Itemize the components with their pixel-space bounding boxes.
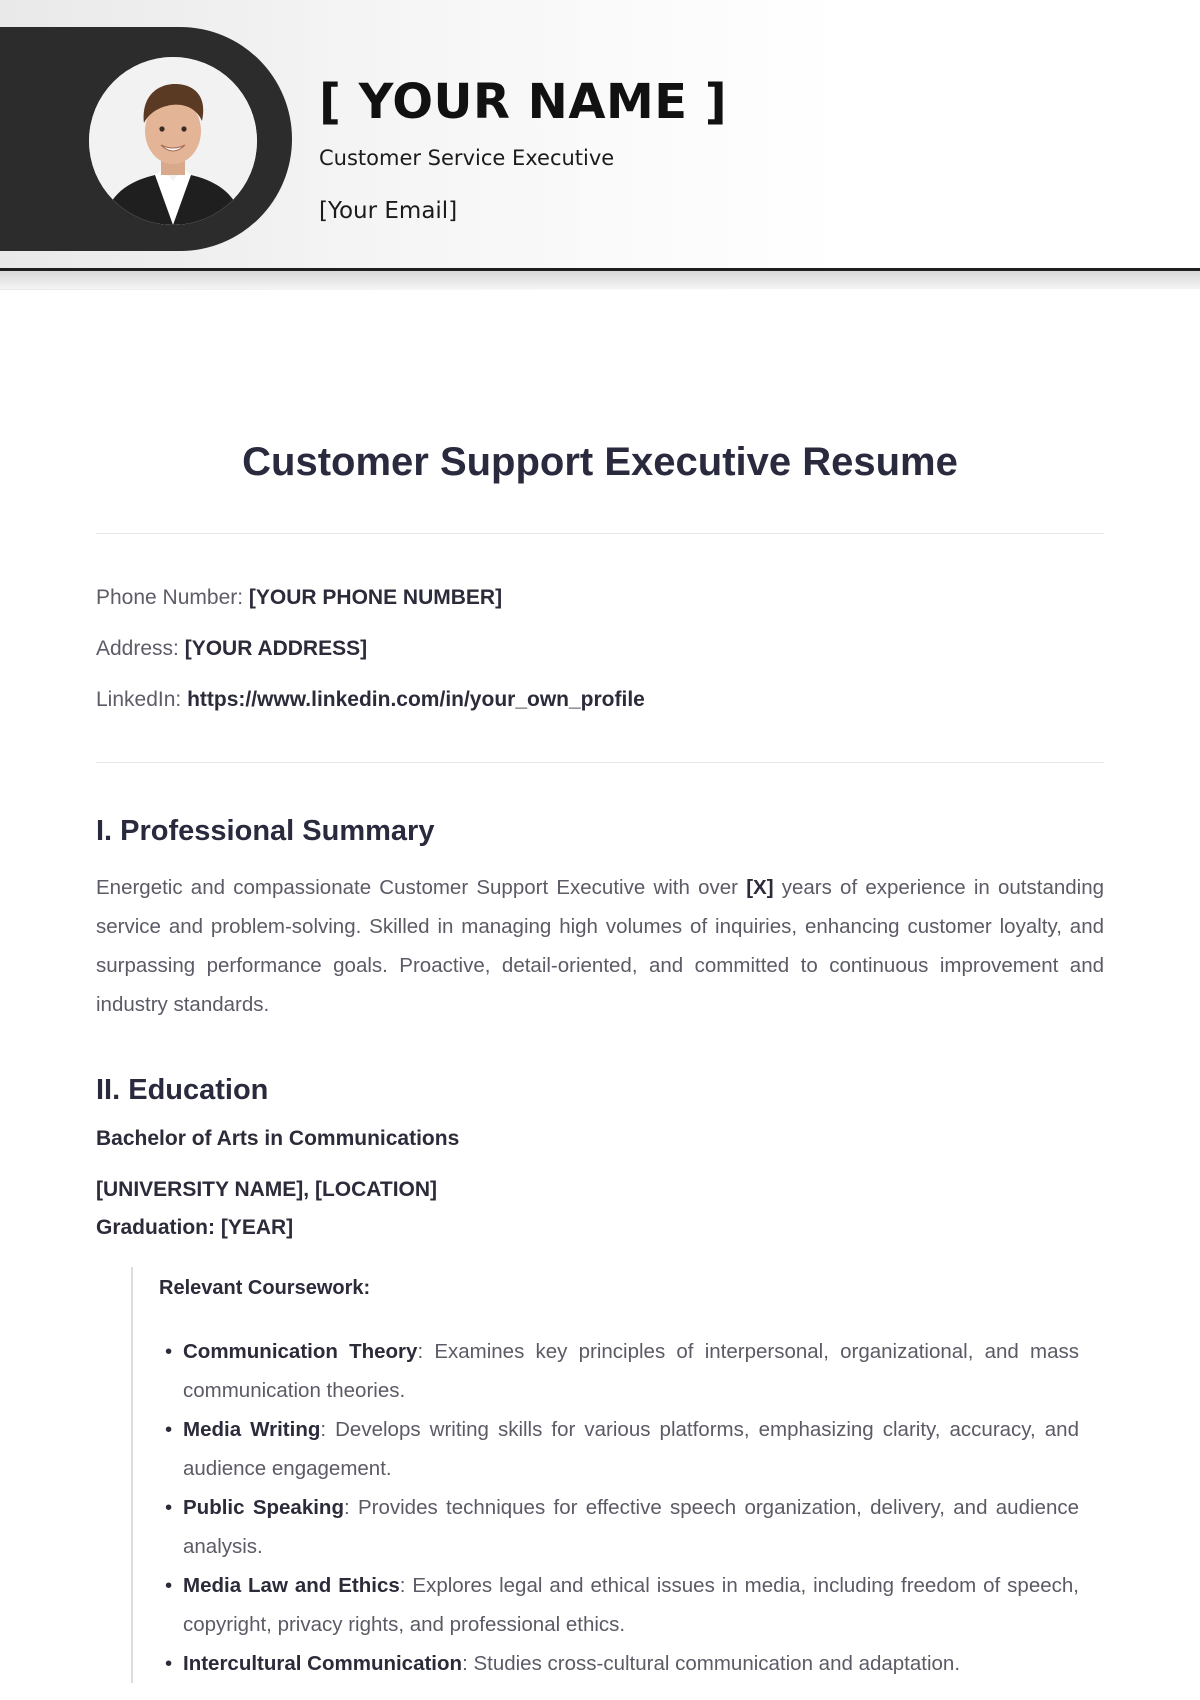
contact-info [96, 586, 1104, 739]
university-name: [UNIVERSITY NAME], [LOCATION] [96, 1178, 438, 1201]
divider [96, 533, 1104, 534]
summary-paragraph [96, 868, 1104, 1024]
summary-text-end: years of experience in outstanding service and problem-solving. Skilled in managing high volumes of inquiries, enhancing customer loyalty, and surpassing performance goals. Proactive, detail-oriented, and committed to continuous improvement and industry standards. [96, 876, 1105, 1016]
list-item [159, 1644, 1079, 1683]
course-name: Public Speaking [183, 1496, 344, 1519]
list-item [159, 1410, 1079, 1488]
phone-value: [YOUR PHONE NUMBER] [248, 586, 503, 609]
phone-line [96, 586, 1104, 637]
graduation-year: Graduation: [YEAR] [96, 1216, 294, 1239]
job-title: Customer Service Executive [319, 146, 615, 170]
course-name: Intercultural Communication [183, 1652, 463, 1675]
list-item [159, 1488, 1079, 1566]
summary-text-start: Energetic and compassionate Customer Support Executive with over [96, 876, 747, 899]
coursework-block [131, 1267, 1079, 1683]
phone-label: Phone Number: [96, 586, 249, 609]
course-name: Communication Theory [183, 1340, 418, 1363]
course-desc: : Examines key principles of interpersonal, organizational, and mass communication theories. [183, 1340, 1080, 1402]
course-name: Media Writing [183, 1418, 321, 1441]
document-title: Customer Support Executive Resume [242, 440, 958, 484]
address-value: [YOUR ADDRESS] [184, 637, 368, 660]
divider [96, 762, 1104, 763]
education-heading: II. Education [96, 1074, 269, 1106]
profile-photo [89, 57, 257, 225]
course-desc: : Develops writing skills for various platforms, emphasizing clarity, accuracy, and audience engagement. [183, 1418, 1079, 1480]
course-desc: : Studies cross-cultural communication and adaptation. [462, 1652, 961, 1675]
linkedin-link[interactable]: https://www.linkedin.com/in/your_own_profile [187, 688, 645, 711]
person-icon [89, 57, 257, 225]
list-item [159, 1332, 1079, 1410]
address-label: Address: [96, 637, 185, 660]
email-address: [Your Email] [319, 198, 458, 224]
course-name: Media Law and Ethics [183, 1574, 400, 1597]
candidate-name: [ YOUR NAME ] [319, 74, 728, 130]
linkedin-label: LinkedIn: [96, 688, 188, 711]
course-desc: : Explores legal and ethical issues in media, including freedom of speech, copyright, privacy rights, and professional ethics. [183, 1574, 1079, 1636]
list-item [159, 1566, 1079, 1644]
coursework-label: Relevant Coursework: [159, 1277, 371, 1299]
summary-years: [X] [746, 876, 774, 899]
degree-name: Bachelor of Arts in Communications [96, 1127, 460, 1150]
header-shadow [0, 271, 1200, 289]
university-block [96, 1171, 1104, 1247]
summary-heading: I. Professional Summary [96, 815, 435, 847]
coursework-list [159, 1332, 1079, 1683]
resume-header [0, 0, 1200, 290]
resume-body [96, 440, 1104, 1683]
course-desc: : Provides techniques for effective speech organization, delivery, and audience analysis. [183, 1496, 1079, 1558]
linkedin-line [96, 688, 1104, 739]
address-line [96, 637, 1104, 688]
